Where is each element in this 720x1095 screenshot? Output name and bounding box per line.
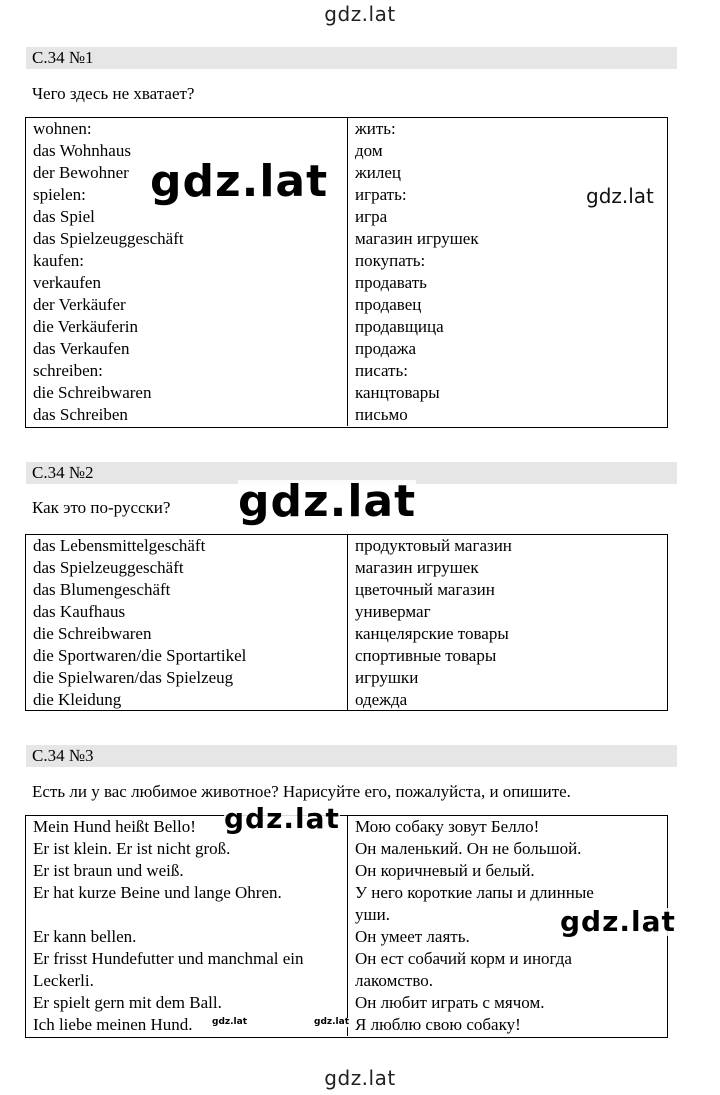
cell-line: Leckerli. <box>33 971 94 990</box>
cell-line: Он умеет лаять. <box>355 927 470 946</box>
cell-line: Er ist klein. Er ist nicht groß. <box>33 839 231 858</box>
cell-line: Er spielt gern mit dem Ball. <box>33 993 222 1012</box>
cell-russian: игра <box>355 207 388 226</box>
cell-line: Мою собаку зовут Белло! <box>355 817 540 836</box>
cell-german: die Verkäuferin <box>26 316 348 338</box>
table-row <box>26 338 667 360</box>
cell-german <box>26 992 348 1014</box>
cell-russian <box>348 816 668 838</box>
cell-line: Я люблю свою собаку! <box>355 1015 521 1034</box>
watermark-big-3: gdz.lat <box>224 802 340 835</box>
cell-russian: продуктовый магазин <box>355 536 512 555</box>
cell-german <box>26 882 348 926</box>
cell-line: Он любит играть с мячом. <box>355 993 545 1012</box>
cell-line: Он маленький. Он не большой. <box>355 839 582 858</box>
cell-german: das Spiel <box>26 206 348 228</box>
table-row <box>26 689 667 711</box>
cell-russian: продавец <box>355 295 422 314</box>
table-row <box>26 316 667 338</box>
watermark-tiny-1: gdz.lat <box>212 1017 248 1027</box>
table-row <box>26 860 667 882</box>
cell-german: das Verkaufen <box>26 338 348 360</box>
table-row <box>26 360 667 382</box>
cell-russian: продажа <box>355 339 417 358</box>
cell-german: das Lebensmittelgeschäft <box>26 535 348 557</box>
table-row <box>26 948 667 992</box>
table-row <box>26 250 667 272</box>
watermark-header: gdz.lat <box>324 2 396 26</box>
section-1-heading: С.34 №1 <box>26 47 677 69</box>
cell-russian: жить: <box>355 119 396 138</box>
cell-russian: жилец <box>355 163 401 182</box>
table-row <box>26 579 667 601</box>
cell-russian: магазин игрушек <box>355 558 479 577</box>
cell-line: уши. <box>355 905 390 924</box>
cell-german: schreiben: <box>26 360 348 382</box>
table-row <box>26 838 667 860</box>
cell-line: Ich liebe meinen Hund. <box>33 1015 193 1034</box>
cell-german: das Blumengeschäft <box>26 579 348 601</box>
cell-german: die Sportwaren/die Sportartikel <box>26 645 348 667</box>
cell-russian: универмаг <box>355 602 431 621</box>
cell-russian: магазин игрушек <box>355 229 479 248</box>
section-2-heading: С.34 №2 <box>26 462 677 484</box>
cell-german <box>26 948 348 992</box>
cell-german: das Spielzeuggeschäft <box>26 557 348 579</box>
cell-german: die Schreibwaren <box>26 382 348 404</box>
cell-german: die Kleidung <box>26 689 348 711</box>
cell-german <box>26 838 348 860</box>
cell-russian: продавщица <box>355 317 444 336</box>
cell-german: das Wohnhaus <box>26 140 348 162</box>
cell-line: У него короткие лапы и длинные <box>355 883 594 902</box>
section-3-question: Есть ли у вас любимое животное? Нарисуйте его, пожалуйста, и опишите. <box>32 782 571 801</box>
cell-line: Er frisst Hundefutter und manchmal ein <box>33 949 304 968</box>
cell-russian <box>348 860 668 882</box>
section-1-table <box>25 117 668 428</box>
cell-line: Er hat kurze Beine und lange Ohren. <box>33 883 282 902</box>
table-row <box>26 535 667 557</box>
table-row <box>26 140 667 162</box>
cell-german <box>26 1014 348 1036</box>
cell-russian: письмо <box>355 405 408 424</box>
cell-line: Er ist braun und weiß. <box>33 861 184 880</box>
table-row <box>26 623 667 645</box>
watermark-big-2: gdz.lat <box>238 476 417 527</box>
table-row <box>26 645 667 667</box>
cell-russian <box>348 838 668 860</box>
cell-russian: цветочный магазин <box>355 580 495 599</box>
cell-german <box>26 860 348 882</box>
cell-german: die Spielwaren/das Spielzeug <box>26 667 348 689</box>
cell-russian: продавать <box>355 273 427 292</box>
cell-russian <box>348 1014 668 1036</box>
cell-german: der Bewohner <box>26 162 348 184</box>
table-row <box>26 667 667 689</box>
cell-german <box>26 926 348 948</box>
watermark-big-4: gdz.lat <box>560 905 676 938</box>
watermark-tiny-2: gdz.lat <box>314 1017 350 1027</box>
table-row <box>26 404 667 426</box>
watermark-footer: gdz.lat <box>324 1066 396 1090</box>
table-row <box>26 294 667 316</box>
cell-russian: спортивные товары <box>355 646 497 665</box>
cell-russian <box>348 948 668 992</box>
cell-line: лакомство. <box>355 971 433 990</box>
cell-line <box>33 904 347 926</box>
table-row <box>26 206 667 228</box>
cell-line: Mein Hund heißt Bello! <box>33 817 196 836</box>
cell-german: spielen: <box>26 184 348 206</box>
section-1-question: Чего здесь не хватает? <box>32 84 195 103</box>
cell-russian: игрушки <box>355 668 419 687</box>
watermark-small-1: gdz.lat <box>586 184 654 208</box>
table-row <box>26 382 667 404</box>
cell-line: Он коричневый и белый. <box>355 861 535 880</box>
table-row <box>26 162 667 184</box>
cell-russian <box>348 992 668 1014</box>
cell-russian: дом <box>355 141 383 160</box>
section-3-heading: С.34 №3 <box>26 745 677 767</box>
cell-german: das Kaufhaus <box>26 601 348 623</box>
table-row <box>26 992 667 1014</box>
cell-german: das Spielzeuggeschäft <box>26 228 348 250</box>
section-2-question: Как это по-русски? <box>32 498 171 517</box>
section-2-table <box>25 534 668 711</box>
table-row <box>26 272 667 294</box>
table-row <box>26 601 667 623</box>
cell-german: die Schreibwaren <box>26 623 348 645</box>
cell-german: kaufen: <box>26 250 348 272</box>
cell-german: wohnen: <box>26 118 348 140</box>
cell-russian: канцтовары <box>355 383 440 402</box>
cell-russian: писать: <box>355 361 408 380</box>
cell-russian: канцелярские товары <box>355 624 509 643</box>
cell-german: verkaufen <box>26 272 348 294</box>
cell-german: der Verkäufer <box>26 294 348 316</box>
table-row <box>26 184 667 206</box>
cell-russian: одежда <box>355 690 408 709</box>
table-row <box>26 816 667 838</box>
cell-german: das Schreiben <box>26 404 348 426</box>
table-row <box>26 228 667 250</box>
watermark-big-1: gdz.lat <box>150 156 329 207</box>
table-row <box>26 118 667 140</box>
cell-russian: играть: <box>355 185 407 204</box>
table-row <box>26 557 667 579</box>
cell-russian: покупать: <box>355 251 426 270</box>
cell-line: Он ест собачий корм и иногда <box>355 949 572 968</box>
cell-line: Er kann bellen. <box>33 927 137 946</box>
